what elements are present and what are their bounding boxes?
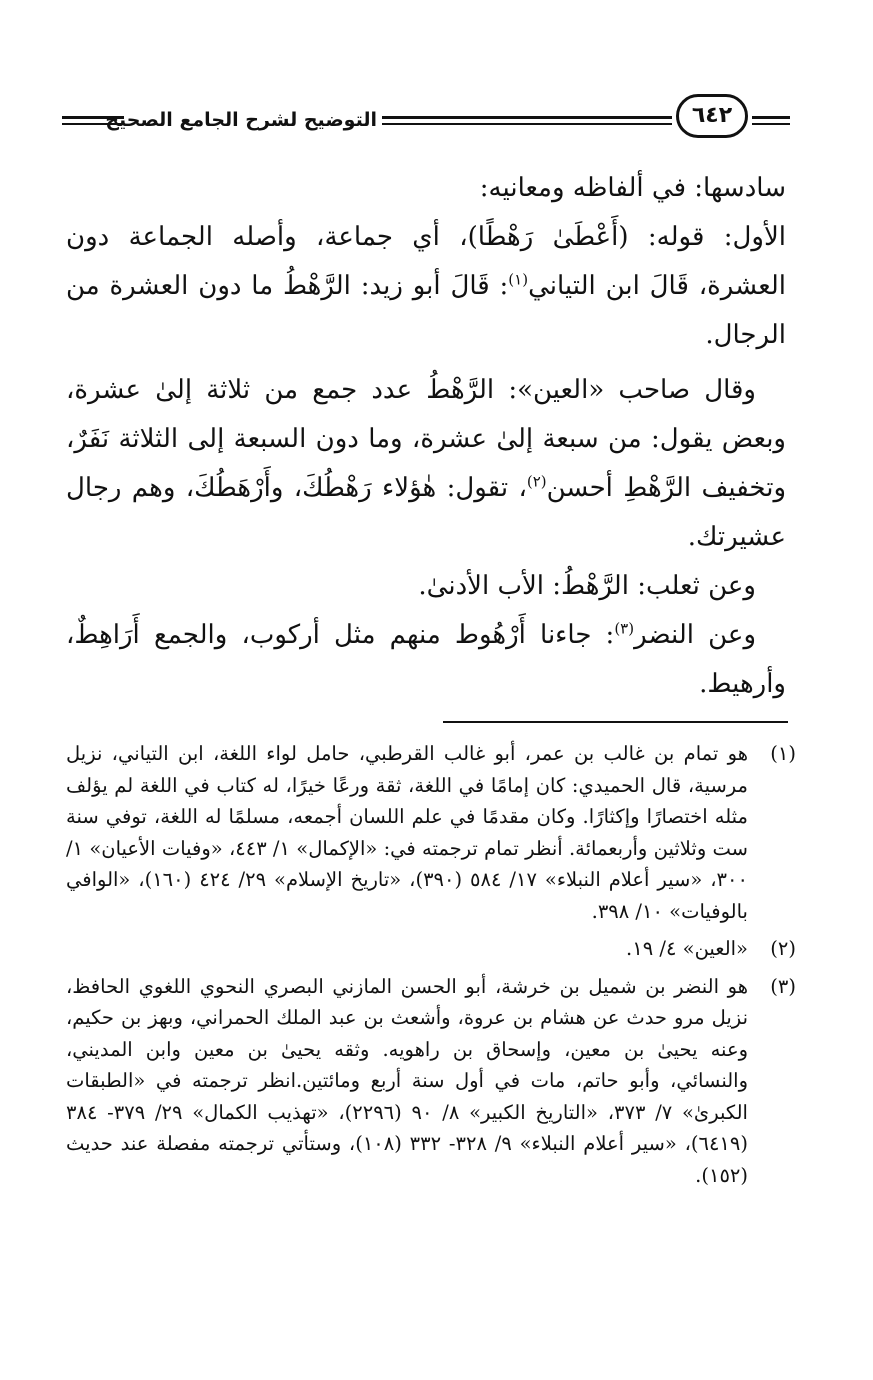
footnote-text: هو تمام بن غالب بن عمر، أبو غالب القرطبي، حامل لواء اللغة، ابن التياني، نزيل مرسية، قال الحميدي: كان إمامًا في اللغة، ثقة ورعًا خيرًا، له كتاب في اللغة لم يؤلف مثله اختصارًا وإكثارًا. وكان مقدمًا في علم اللسان أجمعه، مسلمًا له اللغة، توفي سنة ست وثلاثين وأربعمائة. أنظر تمام ترجمته في: «الإكمال» ١/ ٤٤٣، «وفيات الأعيان» ١/ ٣٠٠، «سير أعلام النبلاء» ١٧/ ٥٨٤ (٣٩٠)، «تاريخ الإسلام» ٢٩/ ٤٢٤ (١٦٠)، «الوافي بالوفيات» ١٠/ ٣٩٨.: [66, 742, 748, 923]
footnote-number: (٣): [770, 974, 796, 998]
paragraph-text: ، تقول: هٰؤلاء رَهْطُكَ، وأَرْهَطُكَ، وهم رجال عشيرتك.: [66, 473, 786, 552]
footnote-reference: (٣): [614, 619, 635, 638]
paragraph-text: : جاءنا أَرْهُوط منهم مثل أركوب، والجمع أَرَاهِطٌ، وأرهيط.: [66, 620, 786, 699]
paragraph-text: الأول: قوله: (أَعْطَىٰ رَهْطًا)، أي جماعة، وأصله الجماعة دون العشرة، قَالَ ابن التياني: [66, 222, 786, 301]
main-text: [66, 164, 786, 709]
paragraph: [66, 213, 786, 360]
section-heading: سادسها: في ألفاظه ومعانيه:: [479, 173, 786, 203]
footnote-reference: (١): [508, 270, 529, 289]
footnote-text: «العين» ٤/ ١٩.: [626, 937, 748, 960]
running-title: التوضيح لشرح الجامع الصحيح: [105, 109, 377, 131]
header-rule-right: [752, 116, 790, 125]
page-number: ٦٤٢: [676, 94, 748, 138]
running-header: [62, 86, 790, 142]
paragraph: [66, 366, 786, 562]
footnote: [66, 738, 796, 927]
footnote: [66, 971, 796, 1192]
footnote-text: هو النضر بن شميل بن خرشة، أبو الحسن المازني البصري النحوي اللغوي الحافظ، نزيل مرو حدث عن هشام بن عروة، وأشعث بن عبد الملك الحمراني، وبهز بن حكيم، وعنه يحيىٰ بن معين، وإسحاق بن راهويه. وثقه يحيىٰ بن معين وابن المديني، والنسائي، وأبو حاتم، مات في أول سنة أربع ومائتين.انظر ترجمته في «الطبقات الكبرىٰ» ٧/ ٣٧٣، «التاريخ الكبير» ٨/ ٩٠ (٢٢٩٦)، «تهذيب الكمال» ٢٩/ ٣٧٩- ٣٨٤ (٦٤١٩)، «سير أعلام النبلاء» ٩/ ٣٢٨- ٣٣٢ (١٠٨)، وستأتي ترجمته مفصلة عند حديث (١٥٢).: [66, 974, 748, 1187]
paragraph: وعن ثعلب: الرَّهْطُ: الأب الأدنىٰ.: [418, 571, 756, 601]
header-rule-middle: [382, 116, 672, 125]
footnote-number: (٢): [770, 937, 796, 960]
footnote-number: (١): [770, 742, 796, 765]
footnote-reference: (٢): [526, 472, 547, 491]
footnote: [66, 933, 796, 965]
paragraph-text: : قَالَ أبو زيد: الرَّهْطُ ما دون العشرة من الرجال.: [66, 271, 786, 350]
paragraph-text: وقال صاحب «العين»: الرَّهْطُ عدد جمع من ثلاثة إلىٰ عشرة، وبعض يقول: من سبعة إلىٰ عشرة، وما دون السبعة إلى الثلاثة نَفَرٌ، وتخفيف الرَّهْطِ أحسن: [66, 375, 787, 503]
paragraph-text: وعن النضر: [634, 620, 756, 650]
footnote-separator: [443, 721, 788, 723]
footnotes: [66, 738, 796, 1197]
paragraph: [66, 611, 786, 709]
